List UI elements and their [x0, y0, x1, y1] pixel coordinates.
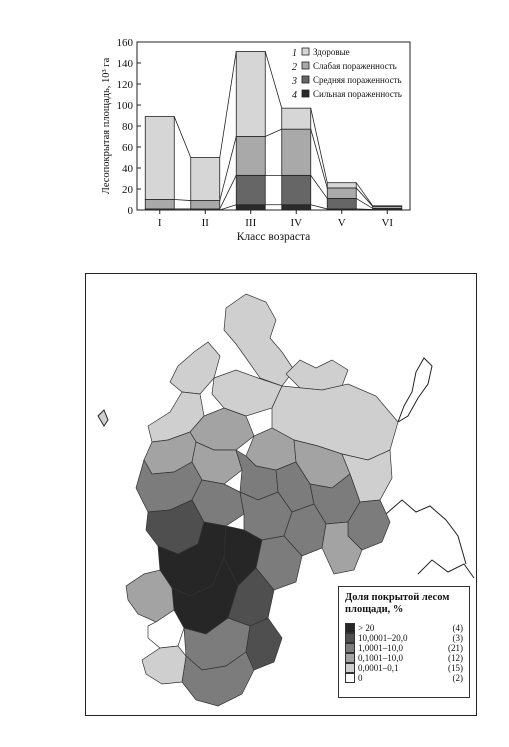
bar-segment: [145, 117, 174, 200]
bar-segment: [236, 137, 265, 176]
connector-line: [174, 200, 191, 201]
bar-segment: [191, 158, 220, 201]
map-region-southwest-light: [142, 646, 186, 684]
y-axis-title: Лесопокрытая площадь, 10³ га: [101, 57, 112, 195]
map-legend-swatch: [345, 673, 355, 683]
legend-swatch: [302, 48, 309, 55]
map-legend-rows: [345, 623, 463, 683]
legend-number: 2: [292, 62, 297, 73]
legend-number: 4: [292, 90, 297, 101]
connector-line: [311, 205, 328, 209]
bar-segment: [327, 188, 356, 199]
bar-segment: [373, 206, 402, 207]
y-tick-label: 20: [122, 184, 133, 196]
map-panel: [85, 273, 477, 716]
map-legend-swatch: [345, 663, 355, 673]
bar-segment: [327, 198, 356, 209]
map-legend-count: (4): [452, 623, 463, 633]
bar-segment: [327, 183, 356, 188]
connector-line: [220, 205, 237, 210]
x-axis-title: Класс возраста: [236, 231, 311, 243]
y-tick-label: 40: [122, 163, 133, 175]
x-tick-label: III: [245, 217, 257, 229]
map-legend: [338, 586, 470, 698]
bar-segment: [191, 201, 220, 209]
map-legend-item: [345, 623, 463, 633]
connector-line: [174, 117, 191, 158]
connector-line: [265, 129, 282, 136]
y-tick-label: 80: [122, 121, 133, 133]
connector-line: [220, 51, 237, 157]
y-tick-label: 0: [127, 205, 133, 217]
map-coastline-east: [386, 500, 466, 564]
legend-swatch: [302, 62, 309, 69]
connector-line: [356, 209, 373, 210]
legend-label: Сильная пораженность: [313, 89, 402, 99]
map-legend-label: 1,0001–10,0: [358, 643, 403, 653]
connector-line: [220, 137, 237, 201]
x-tick-label: IV: [290, 217, 303, 229]
legend-label: Здоровые: [313, 47, 350, 57]
map-region-south-3: [246, 618, 282, 670]
x-tick-label: II: [201, 217, 209, 229]
map-legend-count: (15): [448, 663, 463, 673]
map-legend-swatch: [345, 633, 355, 643]
map-region-northwest: [170, 342, 220, 394]
map-legend-item: [345, 653, 463, 663]
map-legend-label: 0,1001–10,0: [358, 653, 403, 663]
connector-line: [356, 183, 373, 206]
map-legend-swatch: [345, 643, 355, 653]
map-legend-swatch: [345, 623, 355, 633]
legend-label: Слабая пораженность: [313, 61, 397, 71]
legend-swatch: [302, 90, 309, 97]
map-legend-count: (3): [452, 633, 463, 643]
y-tick-label: 160: [116, 37, 133, 49]
map-legend-item: [345, 643, 463, 653]
bar-segment: [282, 129, 311, 175]
bar-chart: [0, 0, 509, 270]
map-legend-swatch: [345, 653, 355, 663]
bar-segment: [145, 200, 174, 209]
legend-number: 3: [292, 76, 297, 87]
map-legend-item: [345, 633, 463, 643]
map-legend-count: (21): [448, 643, 463, 653]
legend-label: Средняя пораженность: [313, 75, 402, 85]
x-tick-label: I: [157, 217, 162, 229]
bar-segment: [236, 51, 265, 136]
map-coastline-northeast: [398, 358, 432, 422]
connector-line: [265, 51, 282, 108]
map-legend-item: [345, 673, 463, 683]
map-legend-count: (2): [452, 673, 463, 683]
bar-segment: [236, 175, 265, 204]
bar-segment: [282, 175, 311, 204]
map-island-west: [98, 410, 108, 426]
x-tick-label: V: [337, 217, 346, 229]
map-legend-count: (12): [448, 653, 463, 663]
y-tick-label: 120: [116, 79, 133, 91]
map-legend-label: 0: [358, 673, 363, 683]
map-legend-item: [345, 663, 463, 673]
y-tick-label: 100: [116, 100, 133, 112]
connector-line: [311, 108, 328, 183]
bar-segment: [282, 205, 311, 210]
legend-number: 1: [292, 48, 297, 59]
x-tick-label: VI: [381, 217, 394, 229]
map-legend-label: > 20: [358, 623, 375, 633]
y-tick-label: 140: [116, 58, 133, 70]
map-region-north-peninsula: [286, 360, 348, 390]
y-tick-label: 60: [122, 142, 133, 154]
map-legend-title: Доля покрытой лесом площади, %: [345, 592, 450, 615]
bar-segment: [282, 108, 311, 129]
map-legend-label: 10,0001–20,0: [358, 633, 408, 643]
legend-swatch: [302, 76, 309, 83]
bar-segment: [236, 205, 265, 210]
map-legend-label: 0,0001–0,1: [358, 663, 399, 673]
